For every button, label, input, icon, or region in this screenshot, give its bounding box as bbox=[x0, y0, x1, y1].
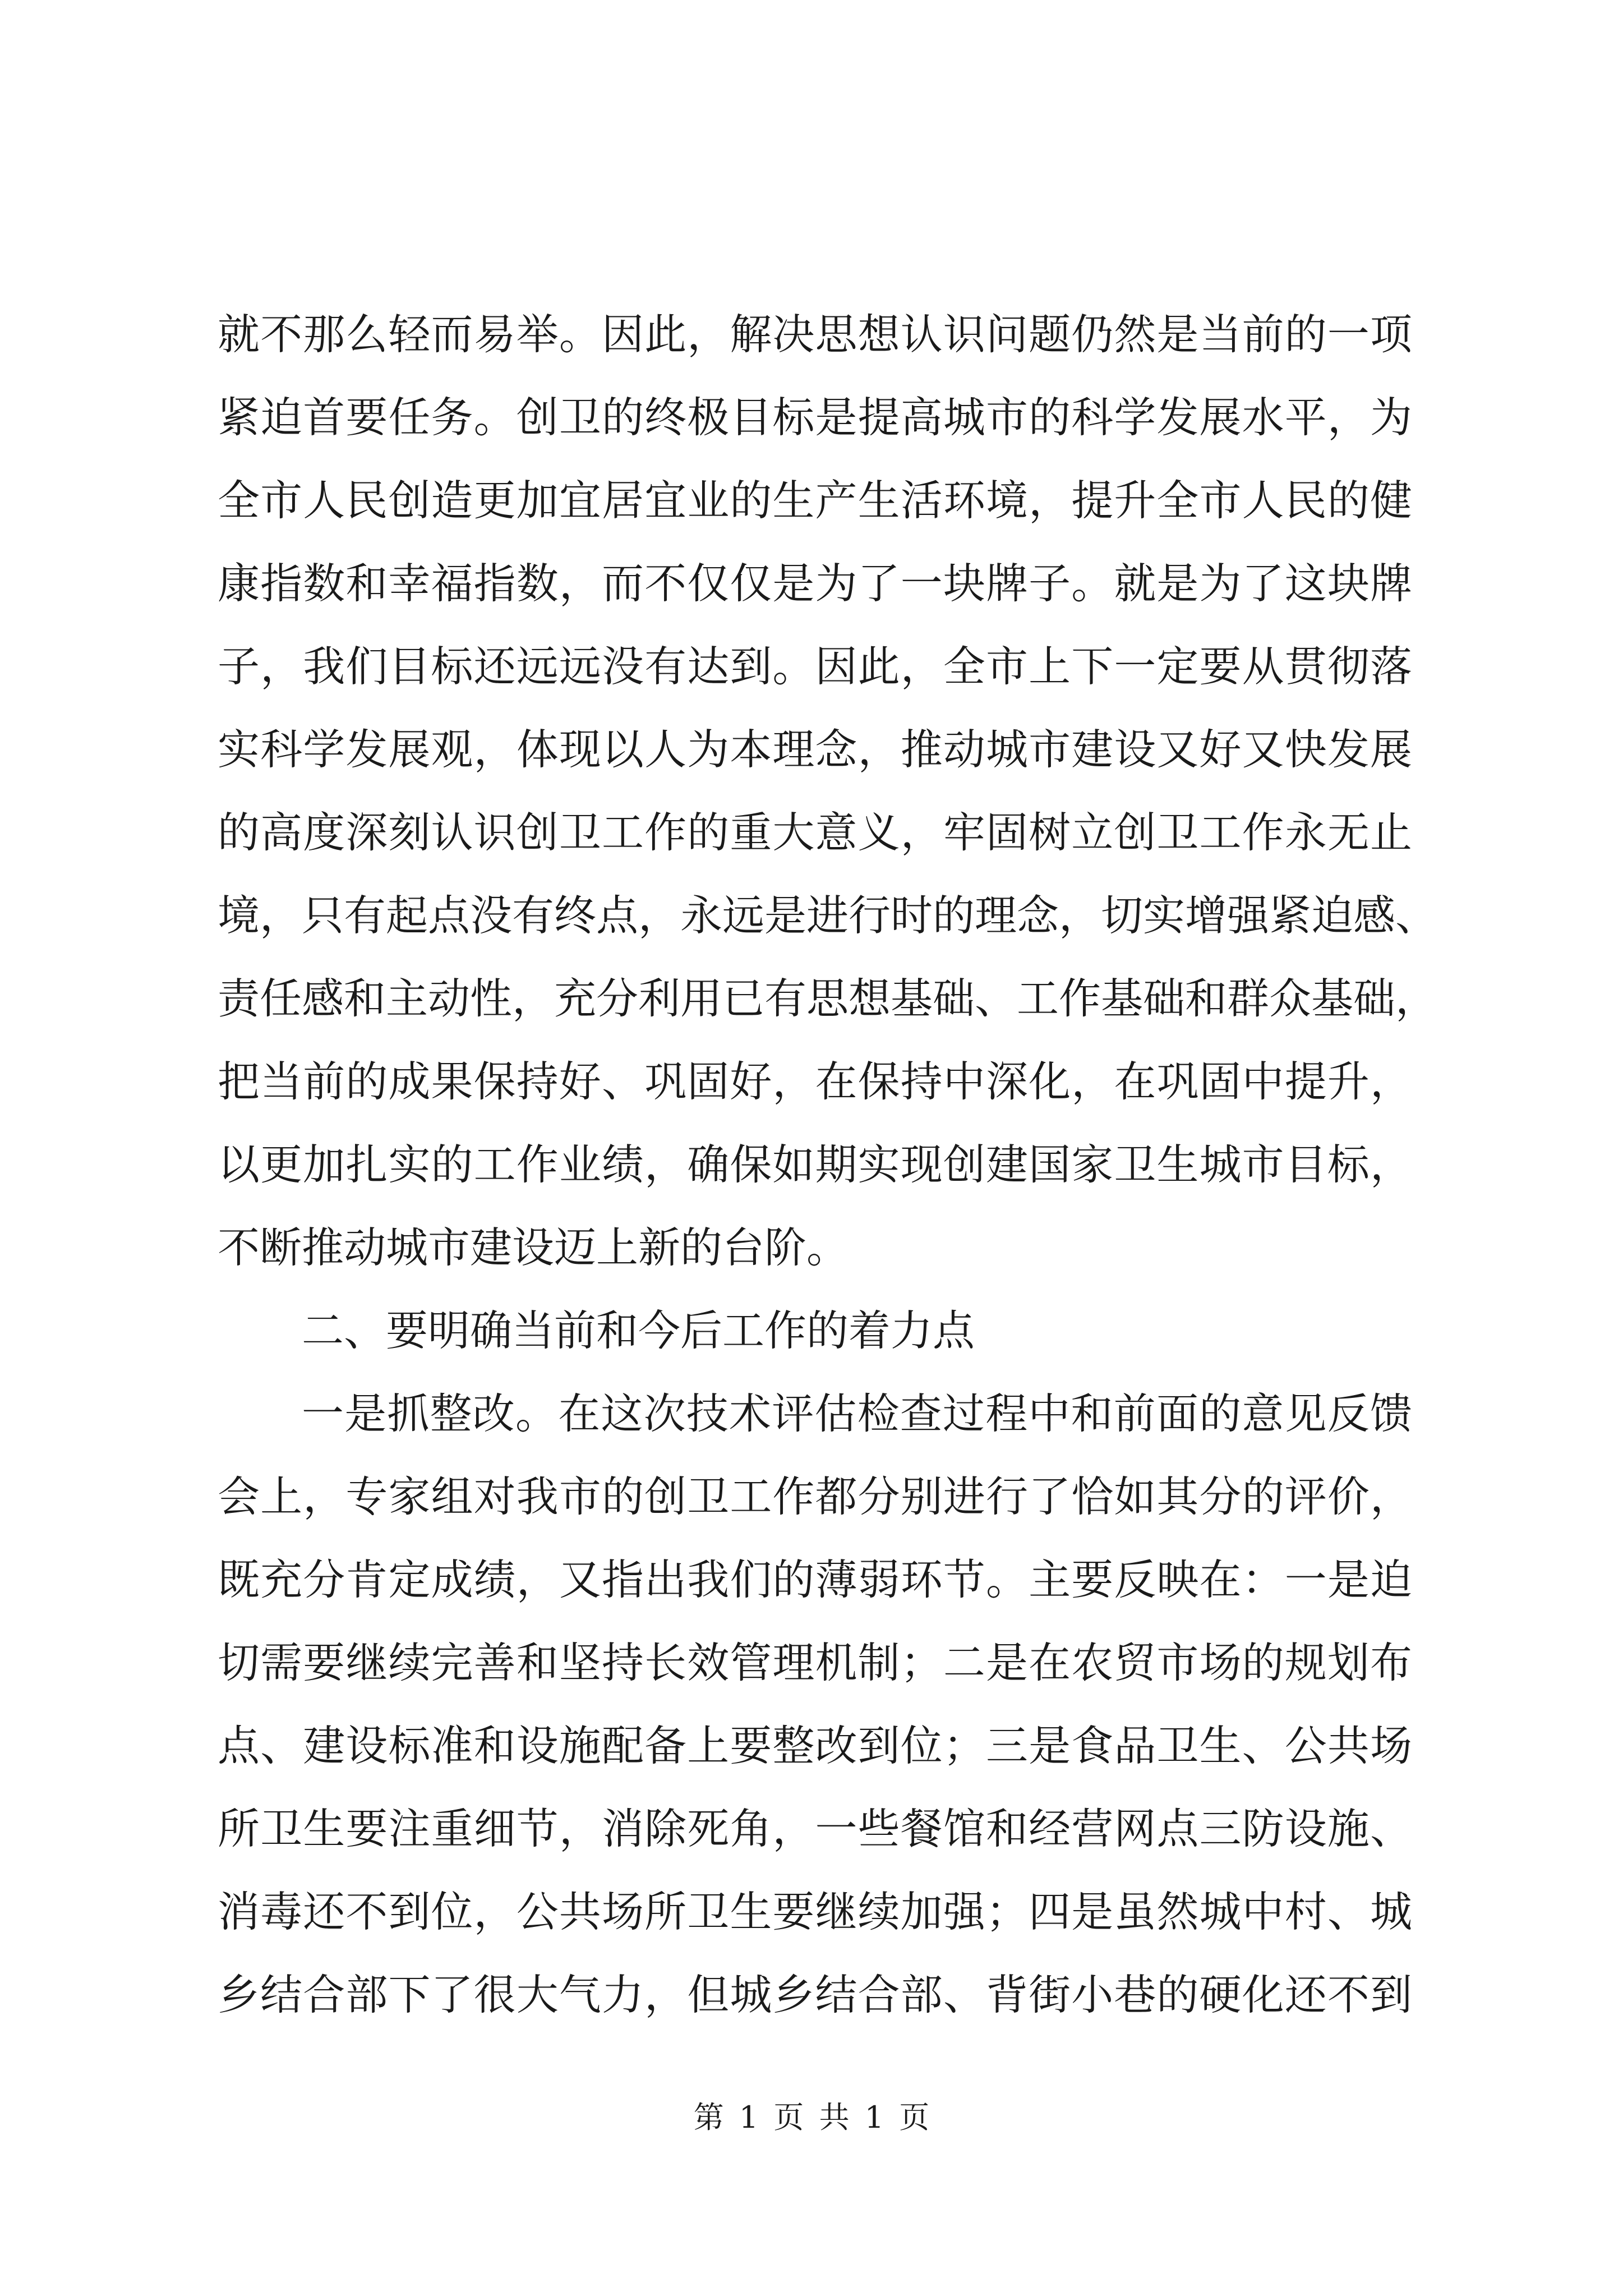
text-line: 消毒还不到位，公共场所卫生要继续加强；四是虽然城中村、城 bbox=[218, 1887, 1412, 1936]
text-line: 子，我们目标还远远没有达到。因此，全市上下一定要从贯彻落 bbox=[218, 642, 1412, 691]
text-line: 既充分肯定成绩，又指出我们的薄弱环节。主要反映在：一是迫 bbox=[218, 1555, 1412, 1604]
text-line: 康指数和幸福指数，而不仅仅是为了一块牌子。就是为了这块牌 bbox=[218, 559, 1412, 608]
text-line: 以更加扎实的工作业绩，确保如期实现创建国家卫生城市目标， bbox=[218, 1140, 1412, 1189]
text-line: 的高度深刻认识创卫工作的重大意义，牢固树立创卫工作永无止 bbox=[218, 808, 1412, 857]
document-body bbox=[218, 293, 1438, 2036]
text-line: 不断推动城市建设迈上新的台阶。 bbox=[218, 1223, 849, 1272]
text-line: 一是抓整改。在这次技术评估检查过程中和前面的意见反馈 bbox=[302, 1389, 1412, 1438]
text-line: 实科学发展观，体现以人为本理念，推动城市建设又好又快发展 bbox=[218, 725, 1412, 774]
text-line: 全市人民创造更加宜居宜业的生产生活环境，提升全市人民的健 bbox=[218, 476, 1412, 525]
text-line: 就不那么轻而易举。因此，解决思想认识问题仍然是当前的一项 bbox=[218, 310, 1412, 359]
text-line: 把当前的成果保持好、巩固好，在保持中深化，在巩固中提升， bbox=[218, 1057, 1412, 1106]
page-number-footer: 第 1 页 共 1 页 bbox=[693, 2100, 930, 2135]
text-line: 会上，专家组对我市的创卫工作都分别进行了恰如其分的评价， bbox=[218, 1472, 1412, 1521]
text-line: 境，只有起点没有终点，永远是进行时的理念，切实增强紧迫感、 bbox=[218, 891, 1438, 940]
text-line: 紧迫首要任务。创卫的终极目标是提高城市的科学发展水平，为 bbox=[218, 393, 1412, 442]
text-line: 所卫生要注重细节，消除死角，一些餐馆和经营网点三防设施、 bbox=[218, 1804, 1412, 1853]
text-line: 点、建设标准和设施配备上要整改到位；三是食品卫生、公共场 bbox=[218, 1721, 1412, 1770]
text-line: 责任感和主动性，充分利用已有思想基础、工作基础和群众基础， bbox=[218, 974, 1438, 1023]
text-line: 乡结合部下了很大气力，但城乡结合部、背街小巷的硬化还不到 bbox=[218, 1970, 1412, 2019]
text-line: 切需要继续完善和坚持长效管理机制；二是在农贸市场的规划布 bbox=[218, 1638, 1412, 1687]
section-heading: 二、要明确当前和今后工作的着力点 bbox=[302, 1306, 975, 1355]
